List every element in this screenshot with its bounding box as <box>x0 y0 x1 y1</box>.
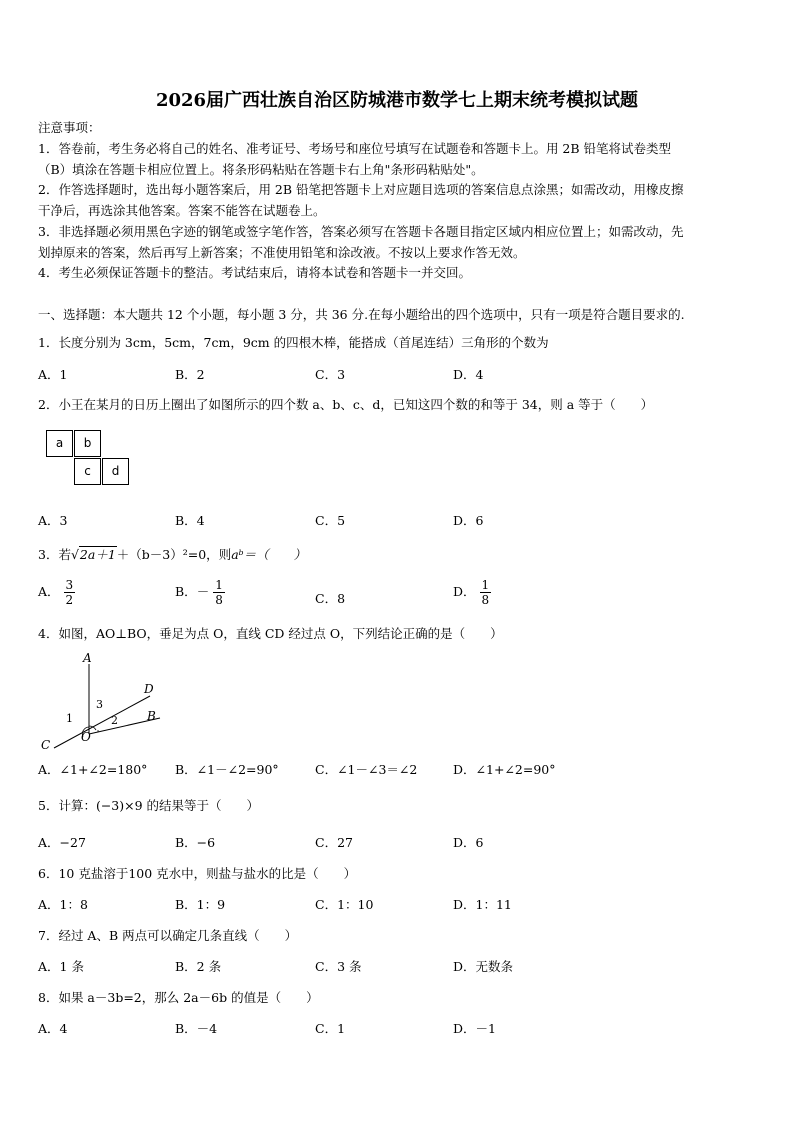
q1-option-b[interactable]: B．2 <box>175 367 205 382</box>
q7-option-d[interactable]: D．无数条 <box>453 959 514 974</box>
q5-option-b[interactable]: B．−6 <box>175 835 216 850</box>
question-4-stem: 4．如图，AO⊥BO，垂足为点 O，直线 CD 经过点 O，下列结论正确的是（ ） <box>38 626 503 641</box>
question-7-stem: 7．经过 A、B 两点可以确定几条直线（ ） <box>38 928 298 943</box>
notice-line: 1．答卷前，考生务必将自己的姓名、准考证号、考场号和座位号填写在试题卷和答题卡上。用 2B 铅笔将试卷类型 <box>38 141 672 156</box>
q6-option-c[interactable]: C．1：10 <box>315 897 374 912</box>
fraction-denominator: 2 <box>65 593 74 607</box>
q6-option-d[interactable]: D．1：11 <box>453 897 512 912</box>
notice-line: 2．作答选择题时，选出每小题答案后，用 2B 铅笔把答题卡上对应题目选项的答案信息点涂黑；如需改动，用橡皮擦 <box>38 182 684 197</box>
q3-option-b[interactable] <box>175 578 225 607</box>
q3-option-b-label: B． <box>175 584 197 599</box>
q6-option-a[interactable]: A．1：8 <box>38 897 88 912</box>
q7-option-a[interactable]: A．1 条 <box>38 959 84 974</box>
q3-option-d[interactable] <box>453 578 491 607</box>
question-6-stem: 6．10 克盐溶于100 克水中，则盐与盐水的比是（ ） <box>38 866 357 881</box>
q4-option-a[interactable]: A．∠1+∠2=180° <box>38 762 148 777</box>
q3-option-a-label: A． <box>38 584 60 599</box>
fraction-denominator: 8 <box>481 593 490 607</box>
q3-power: aᵇ＝（ ） <box>231 547 307 562</box>
label-b: B <box>147 709 156 723</box>
q2-option-c[interactable]: C．5 <box>315 513 346 528</box>
q3-middle: ＋（b－3）²=0，则 <box>116 547 232 562</box>
q3-option-c[interactable]: C．8 <box>315 591 346 606</box>
q8-option-c[interactable]: C．1 <box>315 1021 346 1036</box>
q2-option-b[interactable]: B．4 <box>175 513 205 528</box>
calendar-cell-c: c <box>74 458 101 485</box>
label-d: D <box>144 682 154 696</box>
notice-line: 划掉原来的答案，然后再写上新答案；不准使用铅笔和涂改液。不按以上要求作答无效。 <box>38 245 526 260</box>
question-1-stem: 1．长度分别为 3cm，5cm，7cm，9cm 的四根木棒，能搭成（首尾连结）三角形的个数为 <box>38 335 549 350</box>
question-8-stem: 8．如果 a－3b=2，那么 2a－6b 的值是（ ） <box>38 990 319 1005</box>
fraction <box>480 578 492 607</box>
fraction-numerator: 3 <box>65 578 74 592</box>
angle-figure <box>36 648 176 756</box>
label-angle-3: 3 <box>96 698 103 711</box>
q1-option-a[interactable]: A．1 <box>38 367 68 382</box>
label-angle-1: 1 <box>66 712 73 725</box>
fraction-numerator: 1 <box>215 578 223 592</box>
page-title: 2026届广西壮族自治区防城港市数学七上期末统考模拟试题 <box>155 90 639 111</box>
q5-option-c[interactable]: C．27 <box>315 835 353 850</box>
label-c: C <box>41 738 51 752</box>
fraction <box>64 578 76 607</box>
notice-line: （B）填涂在答题卡相应位置上。将条形码粘贴在答题卡右上角"条形码粘贴处"。 <box>38 162 484 177</box>
label-a: A <box>83 651 92 665</box>
notice-line: 干净后，再选涂其他答案。答案不能答在试题卷上。 <box>38 203 326 218</box>
q8-option-b[interactable]: B．－4 <box>175 1021 218 1036</box>
q3-prefix: 3．若 <box>38 547 71 562</box>
q5-option-d[interactable]: D．6 <box>453 835 484 850</box>
q3-option-a[interactable] <box>38 578 75 607</box>
section-heading: 一、选择题：本大题共 12 个小题，每小题 3 分，共 36 分.在每小题给出的四个选项中，只有一项是符合题目要求的. <box>38 307 685 322</box>
q5-option-a[interactable]: A．−27 <box>38 835 86 850</box>
question-3-stem <box>38 545 306 563</box>
q6-option-b[interactable]: B．1：9 <box>175 897 226 912</box>
notice-line: 4．考生必须保证答题卡的整洁。考试结束后，请将本试卷和答题卡一并交回。 <box>38 265 471 280</box>
q7-option-c[interactable]: C．3 条 <box>315 959 362 974</box>
calendar-cell-a: a <box>46 430 73 457</box>
q8-option-a[interactable]: A．4 <box>38 1021 68 1036</box>
sqrt-sign: √ <box>70 547 79 562</box>
q2-option-a[interactable]: A．3 <box>38 513 68 528</box>
q1-option-d[interactable]: D．4 <box>453 367 484 382</box>
fraction <box>213 578 225 607</box>
notice-heading: 注意事项： <box>38 120 101 135</box>
calendar-cell-d: d <box>102 458 129 485</box>
q1-option-c[interactable]: C．3 <box>315 367 346 382</box>
q2-option-d[interactable]: D．6 <box>453 513 484 528</box>
q3-radicand: 2a＋1 <box>79 547 116 562</box>
label-o: O <box>81 730 91 744</box>
question-2-stem: 2．小王在某月的日历上圈出了如图所示的四个数 a、b、c、d，已知这四个数的和等于 34，则 a 等于（ ） <box>38 397 654 412</box>
q4-option-d[interactable]: D．∠1+∠2=90° <box>453 762 556 777</box>
notice-line: 3．非选择题必须用黑色字迹的钢笔或签字笔作答，答案必须写在答题卡各题目指定区域内相应位置上；如需改动，先 <box>38 224 684 239</box>
q3-option-d-label: D． <box>453 584 476 599</box>
q8-option-d[interactable]: D．－1 <box>453 1021 496 1036</box>
q4-option-c[interactable]: C．∠1－∠3＝∠2 <box>315 762 418 777</box>
label-angle-2: 2 <box>111 714 118 727</box>
fraction-denominator: 8 <box>215 593 223 607</box>
calendar-cell-b: b <box>74 430 101 457</box>
question-5-stem: 5．计算：(−3)×9 的结果等于（ ） <box>38 798 260 813</box>
q7-option-b[interactable]: B．2 条 <box>175 959 222 974</box>
minus-sign: － <box>196 584 210 599</box>
fraction-numerator: 1 <box>481 578 490 592</box>
q4-option-b[interactable]: B．∠1－∠2=90° <box>175 762 279 777</box>
